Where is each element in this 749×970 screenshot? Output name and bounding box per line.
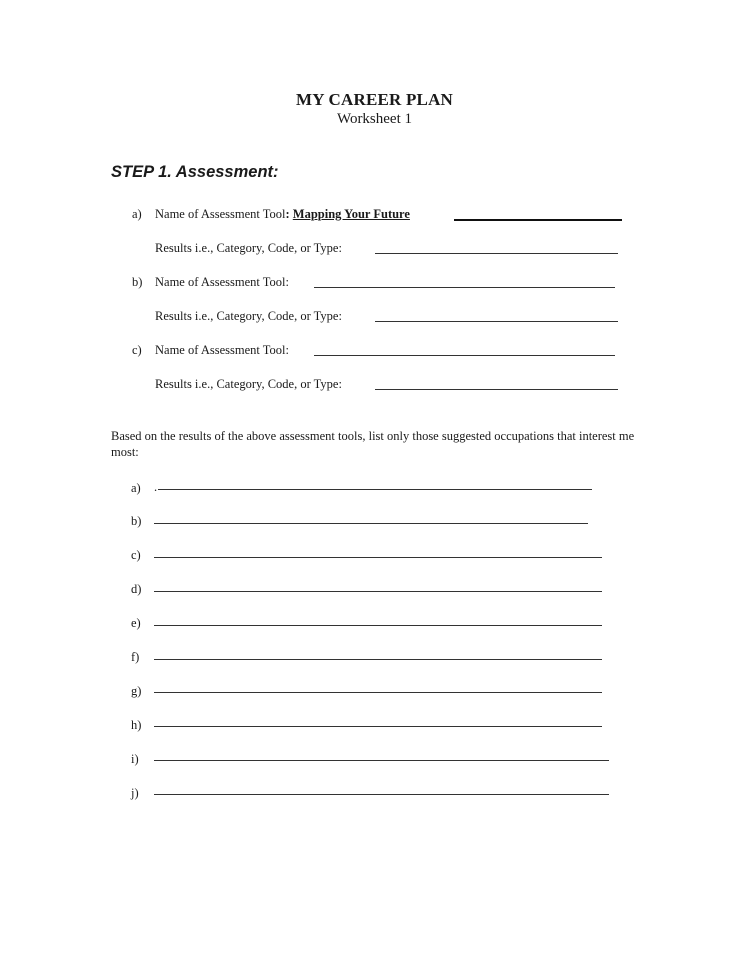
assessment-marker-a: a) <box>132 207 142 221</box>
assessment-tool-field-c[interactable] <box>314 355 615 356</box>
occupation-field-c[interactable] <box>154 557 602 558</box>
assessment-tool-label-c: Name of Assessment Tool: <box>155 343 289 357</box>
occupation-marker: e) <box>131 616 141 630</box>
results-label-a: Results i.e., Category, Code, or Type: <box>155 241 342 255</box>
occupations-prompt: Based on the results of the above assessment tools, list only those suggested occupations that interest me most: <box>111 429 635 459</box>
occupation-field-e[interactable] <box>154 625 602 626</box>
occupation-marker: a) <box>131 481 141 495</box>
occupation-field-j[interactable] <box>154 794 609 795</box>
occupation-field-a[interactable] <box>158 489 592 490</box>
occupation-field-g[interactable] <box>154 692 602 693</box>
assessment-marker-b: b) <box>132 275 143 289</box>
assessment-tool-label-b: Name of Assessment Tool: <box>155 275 289 289</box>
occupation-marker: j) <box>131 786 139 800</box>
results-label-b: Results i.e., Category, Code, or Type: <box>155 309 342 323</box>
page-subtitle: Worksheet 1 <box>336 111 413 127</box>
assessment-tool-field-a[interactable] <box>454 219 622 221</box>
occupation-marker: f) <box>131 650 140 664</box>
page-title: MY CAREER PLAN <box>295 90 454 109</box>
occupation-field-f[interactable] <box>154 659 602 660</box>
occupation-marker: b) <box>131 514 142 528</box>
assessment-tool-value-a[interactable]: Mapping Your Future <box>292 207 410 221</box>
results-label-c: Results i.e., Category, Code, or Type: <box>155 377 342 391</box>
assessment-marker-c: c) <box>132 343 142 357</box>
occupation-marker: g) <box>131 684 142 698</box>
occupation-field-b[interactable] <box>154 523 588 524</box>
occupation-field-i[interactable] <box>154 760 609 761</box>
occupation-marker: h) <box>131 718 142 732</box>
tool-label-text: Name of Assessment Tool <box>155 207 286 221</box>
occupation-prefix: . <box>154 480 158 494</box>
results-field-a[interactable] <box>375 253 618 254</box>
occupation-marker: i) <box>131 752 139 766</box>
assessment-tool-label-a <box>155 207 410 222</box>
occupation-marker: c) <box>131 548 141 562</box>
step-heading: STEP 1. Assessment: <box>111 163 279 181</box>
occupation-field-h[interactable] <box>154 726 602 727</box>
occupation-field-d[interactable] <box>154 591 602 592</box>
occupation-marker: d) <box>131 582 142 596</box>
tool-label-colon: : <box>285 207 290 221</box>
results-field-c[interactable] <box>375 389 618 390</box>
results-field-b[interactable] <box>375 321 618 322</box>
assessment-tool-field-b[interactable] <box>314 287 615 288</box>
